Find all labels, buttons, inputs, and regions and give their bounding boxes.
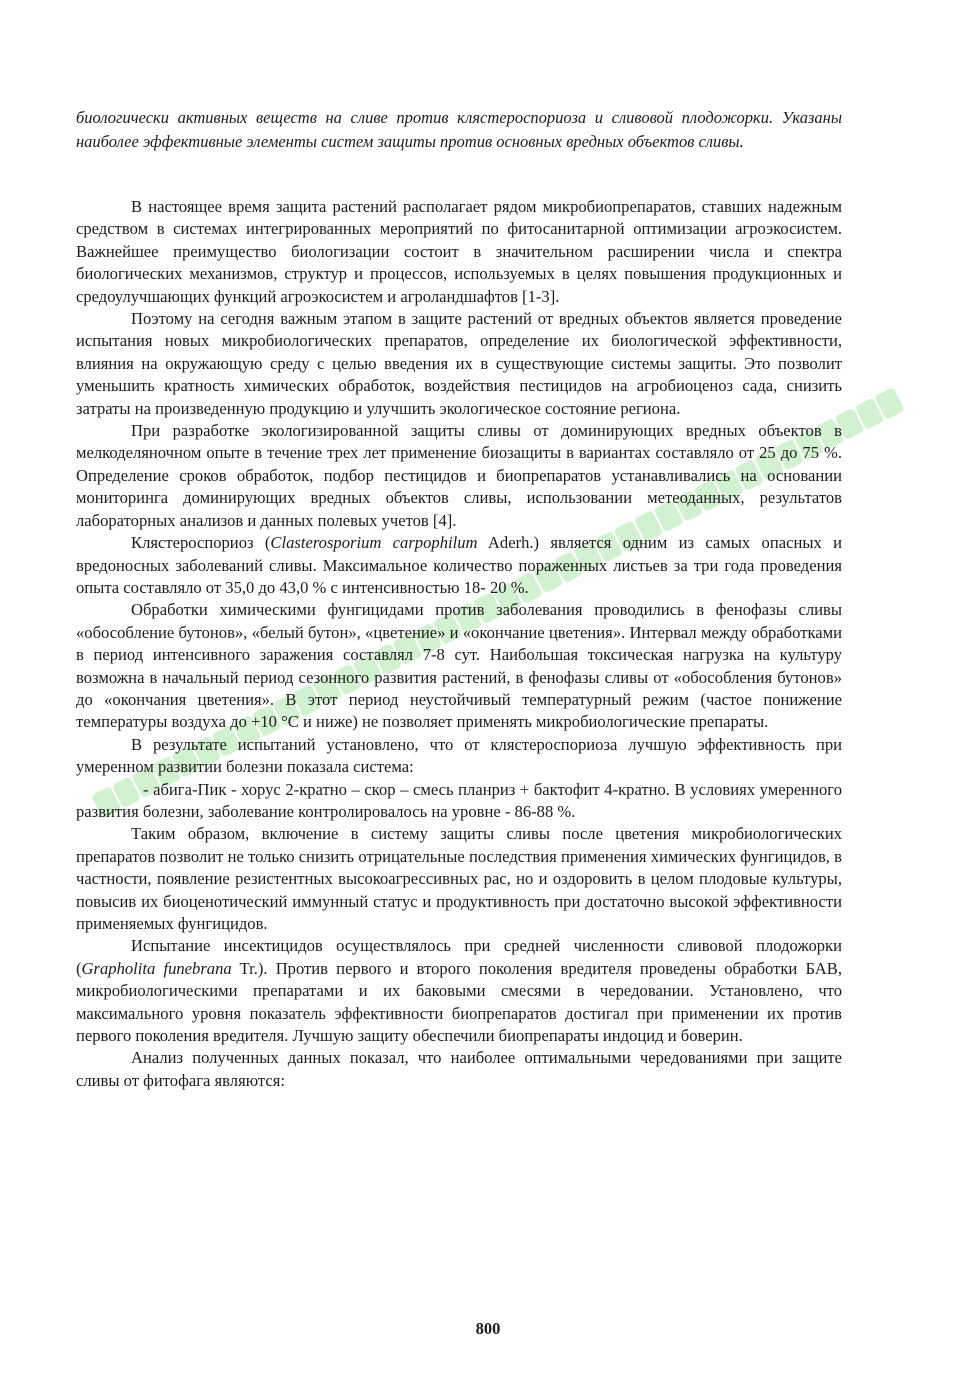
paragraph-insecticides <box>76 935 842 1047</box>
paragraph-experiment: При разработке экологизированной защиты сливы от доминирующих вредных объектов в мелкоделяночном опыте в течение трех лет применение биозащиты в вариантах составляло от 25 до 75 %. Определение сроков обработок, подбор пестицидов и биопрепаратов устанавливались на основании мониторинга доминирующих вредных объектов сливы, использовании метеоданных, результатов лабораторных анализов и данных полевых учетов [4]. <box>76 421 842 530</box>
paragraph-intro: В настоящее время защита растений располагает рядом микробиопрепаратов, ставших надежным средством в системах интегрированных мероприятий по фитосанитарной оптимизации агроэкосистем. Важнейшее преимущество биологизации состоит в значительном расширении числа и спектра биологических механизмов, структур и процессов, используемых в целях повышения продукционных и средоулучшающих функций агроэкосистем и агроландшафтов [1-3]. <box>76 197 842 306</box>
paragraph-results: В результате испытаний установлено, что от клястероспориоза лучшую эффективность при умеренном развитии болезни показала система: <box>76 734 842 777</box>
article-body <box>76 196 842 1092</box>
p4-post: Aderh.) является одним из самых опасных и вредоносных заболеваний сливы. Максимальное количество пораженных листьев за три года проведения опыта составляло от 35,0 до 43,0 % с интенсивностью 18- 20 %. <box>76 533 842 597</box>
p9-post: Tr.). Против первого и второго поколения вредителя проведены обработки БАВ, микробиологическими препаратами и их баковыми смесями в чередовании. Установлено, что максимального уровня показатель эффективности биопрепаратов достигал при применении их против первого поколения вредителя. Лучшую защиту обеспечили биопрепараты индоцид и боверин. <box>76 958 842 1046</box>
species-name-clasterosporium: Clasterosporium carpophilum <box>270 533 478 553</box>
page-number: 800 <box>475 1319 501 1338</box>
paragraph-fungicides: Обработки химическими фунгицидами против заболевания проводились в фенофазы сливы «обособление бутонов», «белый бутон», «цветение» и «окончание цветения». Интервал между обработками в период интенсивного заражения составлял 7-8 сут. Наибольшая токсическая нагрузка на культуру возможна в начальный период сезонного развития растений, в фенофазы сливы от «обособления бутонов» до «окончания цветения». В этот период неустойчивый температурный режим (частое понижение температуры воздуха до +10 °С и ниже) не позволяет применять микробиологические препараты. <box>76 600 842 732</box>
paragraph-analysis: Анализ полученных данных показал, что наиболее оптимальными чередованиями при защите сливы от фитофага являются: <box>76 1048 842 1090</box>
paragraph-testing: Поэтому на сегодня важным этапом в защите растений от вредных объектов является проведение испытания новых микробиологических препаратов, определение их биологической эффективности, влияния на окружающую среду с целью введения их в существующие системы защиты. Это позволит уменьшить кратность химических обработок, воздействия пестицидов на агробиоценоз сада, снизить затраты на произведенную продукцию и улучшить экологическое состояние региона. <box>76 309 842 418</box>
paragraph-clasterosporium <box>76 532 842 599</box>
p9-pre: Испытание инсектицидов осуществлялось при средней численности сливовой плодожорки ( <box>76 936 842 978</box>
paragraph-conclusion: Таким образом, включение в систему защиты сливы после цветения микробиологических препаратов позволит не только снизить отрицательные последствия применения химических фунгицидов, в частности, появление резистентных высокоагрессивных рас, но и оздоровить в целом плодовые культуры, повысив их биоценотический иммунный статус и продуктивность при достаточно высокой эффективности применяемых фунгицидов. <box>76 824 842 933</box>
species-name-grapholita: Grapholita funebrana <box>81 958 232 978</box>
abstract-text: биологически активных веществ на сливе против клястероспориоза и сливовой плодожорки. Указаны наиболее эффективные элементы систем защиты против основных вредных объектов сливы. <box>76 108 842 151</box>
p4-pre: Клястероспориоз ( <box>131 533 271 553</box>
paragraph-protection-scheme: - абига-Пик - хорус 2-кратно – скор – смесь планриз + бактофит 4-кратно. В условиях умеренного развития болезни, заболевание контролировалось на уровне - 86-88 %. <box>76 779 842 821</box>
